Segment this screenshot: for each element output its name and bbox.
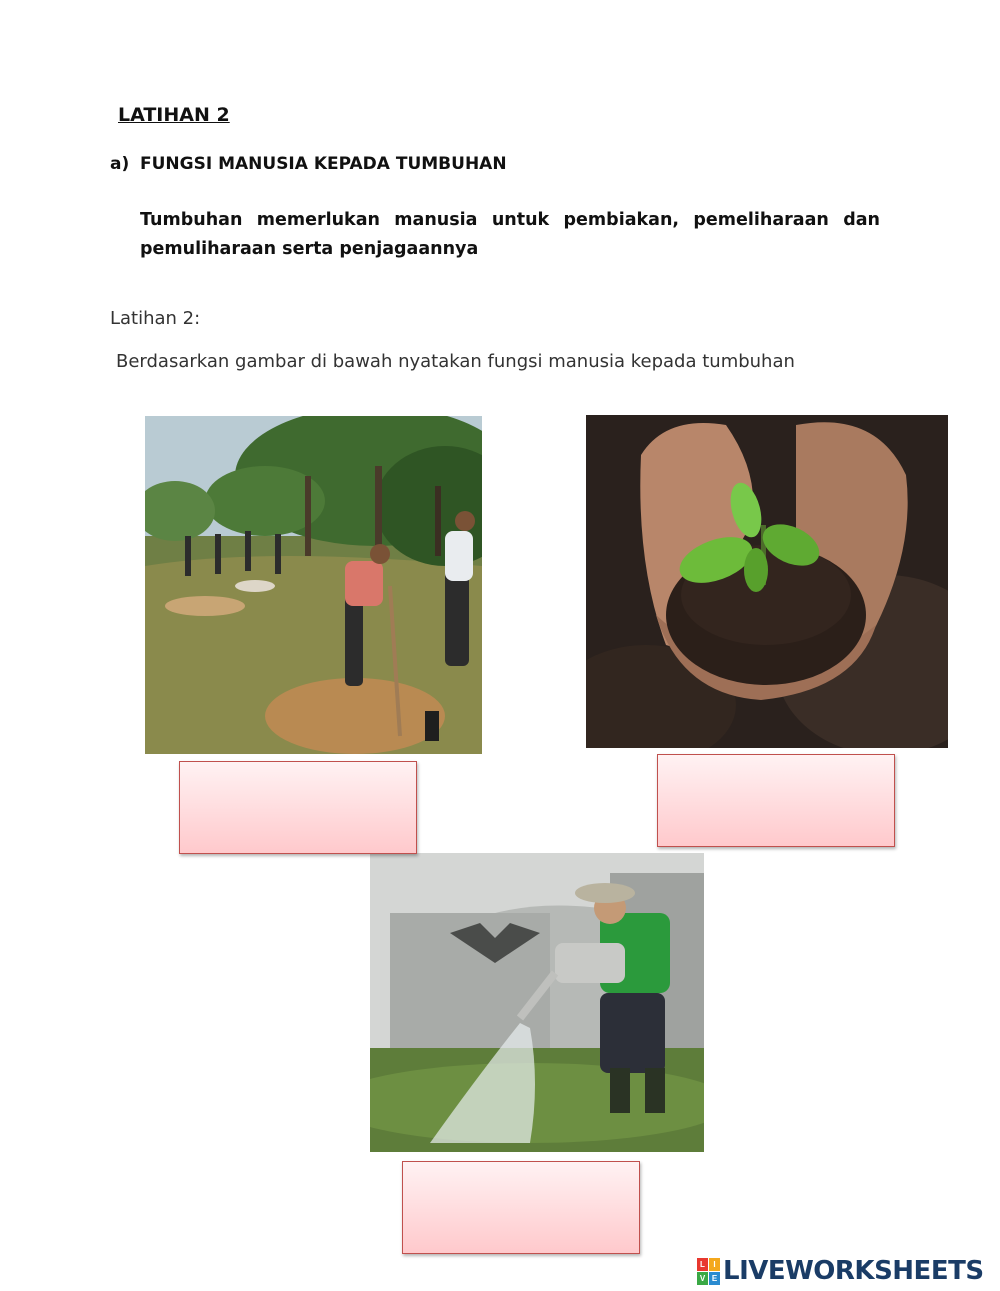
tree-planting-photo: [145, 416, 482, 754]
exercise-label: Latihan 2:: [110, 308, 201, 329]
liveworksheets-logo: [697, 1256, 984, 1286]
logo-blocks: [697, 1258, 720, 1285]
exercise-instruction: Berdasarkan gambar di bawah nyatakan fungsi manusia kepada tumbuhan: [116, 351, 795, 372]
answer-box-3[interactable]: [402, 1161, 640, 1254]
section-title: FUNGSI MANUSIA KEPADA TUMBUHAN: [140, 154, 507, 174]
logo-block-v: V: [697, 1272, 708, 1285]
logo-block-e: E: [709, 1272, 720, 1285]
section-paragraph: Tumbuhan memerlukan manusia untuk pembiakan, pemeliharaan dan pemuliharaan serta penjagaannya: [140, 210, 880, 259]
answer-box-1[interactable]: [179, 761, 417, 854]
seedling-in-hands-photo: [586, 415, 948, 748]
page-title: LATIHAN 2: [118, 104, 230, 126]
logo-text: LIVEWORKSHEETS: [723, 1256, 984, 1286]
answer-box-2[interactable]: [657, 754, 895, 847]
watering-plants-photo: [370, 853, 704, 1152]
logo-block-l: L: [697, 1258, 708, 1271]
section-letter: a): [110, 154, 130, 174]
logo-block-i: I: [709, 1258, 720, 1271]
